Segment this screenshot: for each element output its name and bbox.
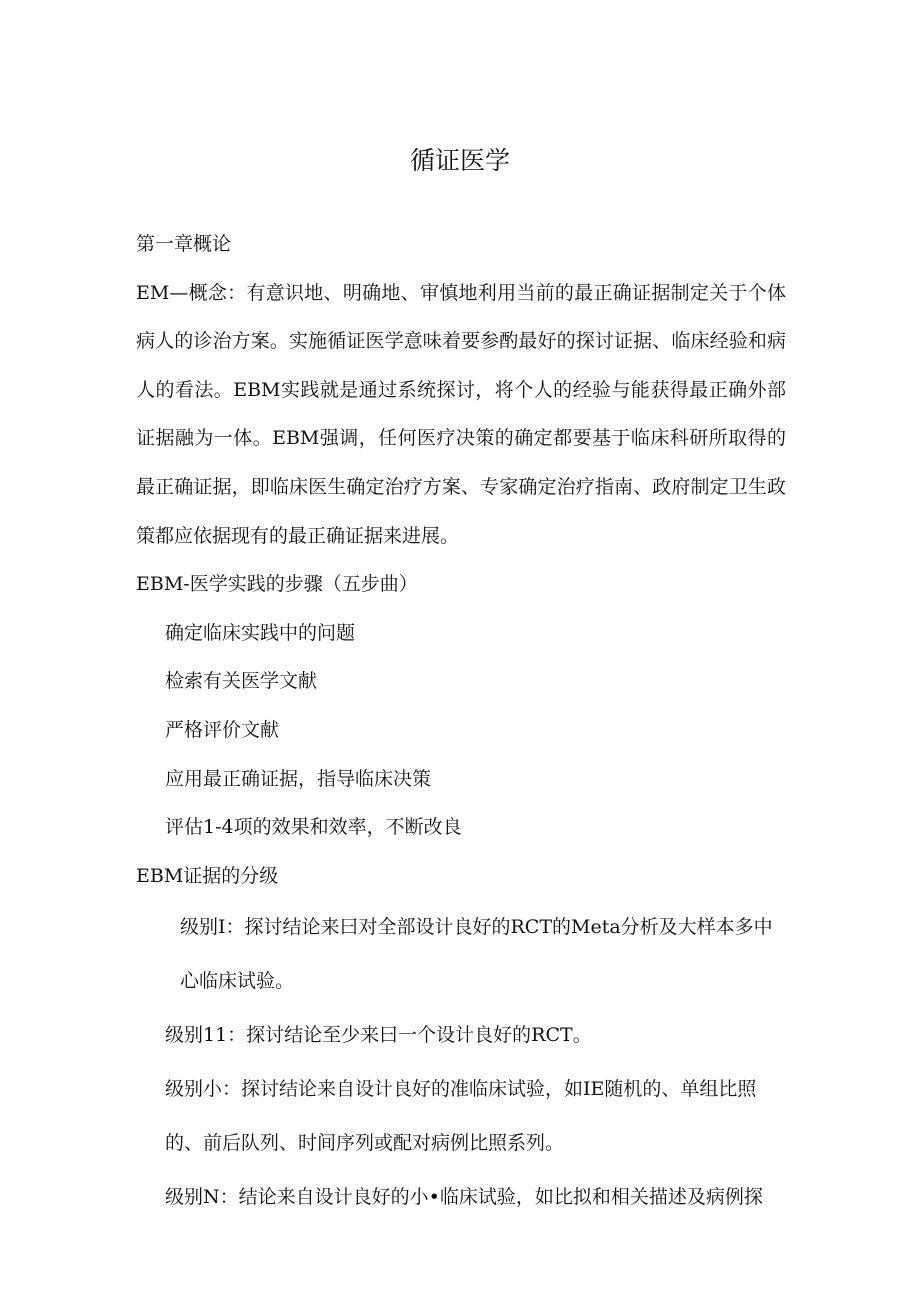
chapter-heading: 第一章概论 [136, 233, 232, 255]
step-item: 评估1-4项的效果和效率，不断改良 [165, 816, 462, 839]
evidence-level-3: 级别小：探讨结论来自设计良好的准临床试验，如IE随机的、单组比照的、前后队列、时间序列或配对病例比照系列。 [165, 1078, 757, 1155]
evidence-heading: EBM证据的分级 [136, 864, 279, 887]
steps-heading: EBM-医学实践的步骤（五步曲） [136, 573, 418, 596]
step-item: 严格评价文献 [165, 718, 280, 741]
evidence-level-4: 级别N：结论来自设计良好的小•临床试验，如比拟和相关描述及病例探 [165, 1186, 763, 1209]
step-item: 确定临床实践中的问题 [165, 621, 356, 644]
step-item: 检索有关医学文献 [165, 670, 318, 693]
document-body [136, 220, 786, 1224]
evidence-level-1: 级别I：探讨结论来曰对全部设计良好的RCT的Meta分析及大样本多中心临床试验。 [180, 916, 773, 993]
evidence-level-2: 级别11：探讨结论至少来曰一个设计良好的RCT。 [165, 1024, 592, 1047]
step-item: 应用最正确证据，指导临床决策 [165, 767, 432, 790]
concept-paragraph: EM—概念：有意识地、明确地、审慎地利用当前的最正确证据制定关于个体病人的诊治方案。实施循证医学意味着要参酌最好的探讨证据、临床经验和病人的看法。EBM实践就是通过系统探讨，将个人的经验与能获得最正确外部证据融为一体。EBM强调，任何医疗决策的确定都要基于临床科研所取得的最正确证据，即临床医生确定治疗方案、专家确定治疗指南、政府制定卫生政策都应依据现有的最正确证据来进展。 [136, 281, 786, 547]
document-title: 循证医学 [409, 146, 510, 175]
